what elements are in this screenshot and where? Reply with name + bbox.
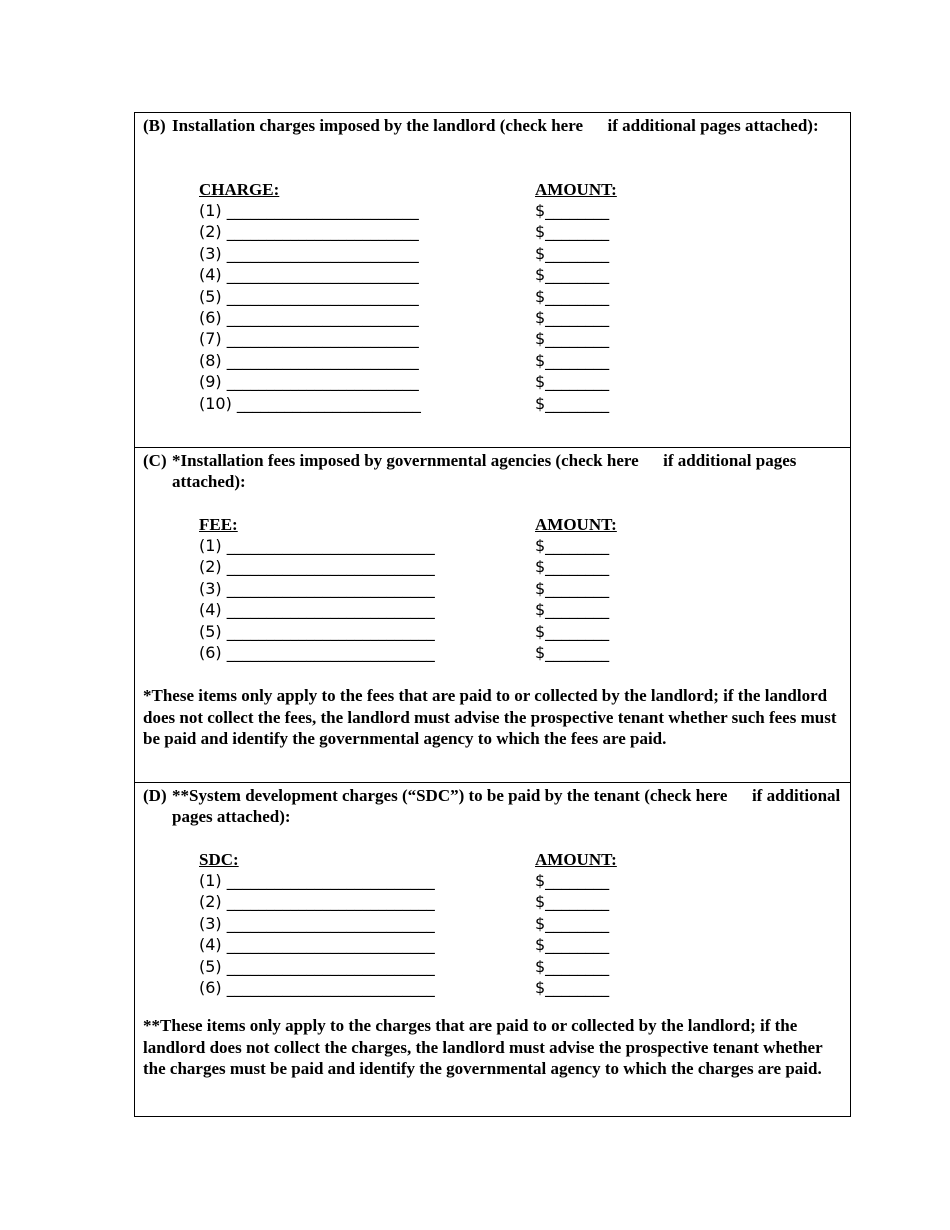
charge-field[interactable]: (9) ________________________ bbox=[199, 372, 419, 392]
fee-field[interactable]: (3) __________________________ bbox=[199, 578, 435, 598]
amount-field[interactable]: $________ bbox=[535, 536, 610, 555]
amount-field[interactable]: $________ bbox=[535, 935, 610, 955]
amount-field[interactable]: $________ bbox=[535, 222, 610, 242]
section-c-title-after: if additional pages attached): bbox=[172, 451, 797, 491]
section-d bbox=[135, 783, 850, 1116]
section-c bbox=[135, 448, 850, 783]
fee-field[interactable]: (2) __________________________ bbox=[199, 557, 435, 577]
section-b-title: Installation charges imposed by the landlord (check here bbox=[172, 116, 584, 135]
amount-field[interactable]: $________ bbox=[535, 307, 610, 327]
col-header-amount: AMOUNT: bbox=[535, 515, 617, 534]
col-header-sdc: SDC: bbox=[199, 850, 239, 869]
amount-field[interactable]: $________ bbox=[535, 621, 610, 641]
col-header-amount: AMOUNT: bbox=[535, 850, 617, 869]
col-header-amount: AMOUNT: bbox=[535, 180, 617, 199]
section-b-letter: (B) bbox=[143, 116, 166, 135]
section-b bbox=[135, 113, 850, 448]
amount-field[interactable]: $________ bbox=[535, 286, 610, 306]
fee-field[interactable]: (5) __________________________ bbox=[199, 621, 435, 641]
sdc-field[interactable]: (1) __________________________ bbox=[199, 871, 435, 890]
amount-field[interactable]: $________ bbox=[535, 201, 610, 220]
form-box bbox=[134, 112, 851, 1117]
amount-field[interactable]: $________ bbox=[535, 557, 610, 577]
sdc-field[interactable]: (3) __________________________ bbox=[199, 913, 435, 933]
section-c-header bbox=[143, 450, 843, 492]
section-c-footnote: *These items only apply to the fees that are paid to or collected by the landlord; if the landlord does not collect the fees, the landlord must advise the prospective tenant whether such fees must be paid and identify the governmental agency to which the fees are paid. bbox=[143, 686, 837, 748]
amount-field[interactable]: $________ bbox=[535, 329, 610, 349]
charge-field[interactable]: (5) ________________________ bbox=[199, 286, 419, 306]
charge-field[interactable]: (1) ________________________ bbox=[199, 201, 419, 220]
section-d-title: **System development charges (“SDC”) to be paid by the tenant (check here bbox=[172, 786, 728, 805]
charge-field[interactable]: (8) ________________________ bbox=[199, 350, 419, 370]
sdc-field[interactable]: (6) __________________________ bbox=[199, 977, 435, 997]
charge-field[interactable]: (7) ________________________ bbox=[199, 329, 419, 349]
col-header-charge: CHARGE: bbox=[199, 180, 280, 199]
section-d-header bbox=[143, 785, 843, 827]
amount-field[interactable]: $________ bbox=[535, 956, 610, 976]
section-d-footnote: **These items only apply to the charges that are paid to or collected by the landlord; if the landlord does not collect the charges, the landlord must advise the prospective tenant whether the charges must be paid and identify the governmental agency to which the charges are paid. bbox=[143, 1016, 823, 1078]
charge-field[interactable]: (10) _______________________ bbox=[199, 393, 421, 413]
amount-field[interactable]: $________ bbox=[535, 892, 610, 912]
charge-field[interactable]: (3) ________________________ bbox=[199, 243, 419, 263]
section-c-title: *Installation fees imposed by governmental agencies (check here bbox=[172, 451, 639, 470]
amount-field[interactable]: $________ bbox=[535, 372, 610, 392]
fee-field[interactable]: (6) __________________________ bbox=[199, 642, 435, 662]
amount-field[interactable]: $________ bbox=[535, 578, 610, 598]
sdc-field[interactable]: (5) __________________________ bbox=[199, 956, 435, 976]
section-d-title-after: if additional pages attached): bbox=[172, 786, 841, 826]
sdc-field[interactable]: (2) __________________________ bbox=[199, 892, 435, 912]
amount-field[interactable]: $________ bbox=[535, 350, 610, 370]
amount-field[interactable]: $________ bbox=[535, 913, 610, 933]
amount-field[interactable]: $________ bbox=[535, 243, 610, 263]
section-b-title-after: if additional pages attached): bbox=[607, 116, 819, 135]
amount-field[interactable]: $________ bbox=[535, 393, 610, 413]
charge-field[interactable]: (4) ________________________ bbox=[199, 265, 419, 285]
amount-field[interactable]: $________ bbox=[535, 265, 610, 285]
charge-field[interactable]: (6) ________________________ bbox=[199, 307, 419, 327]
fee-field[interactable]: (1) __________________________ bbox=[199, 536, 435, 555]
amount-field[interactable]: $________ bbox=[535, 642, 610, 662]
fee-field[interactable]: (4) __________________________ bbox=[199, 600, 435, 620]
sdc-field[interactable]: (4) __________________________ bbox=[199, 935, 435, 955]
charge-field[interactable]: (2) ________________________ bbox=[199, 222, 419, 242]
amount-field[interactable]: $________ bbox=[535, 977, 610, 997]
section-d-letter: (D) bbox=[143, 786, 167, 805]
section-b-header bbox=[143, 115, 843, 136]
section-c-letter: (C) bbox=[143, 451, 167, 470]
col-header-fee: FEE: bbox=[199, 515, 238, 534]
amount-field[interactable]: $________ bbox=[535, 600, 610, 620]
amount-field[interactable]: $________ bbox=[535, 871, 610, 890]
